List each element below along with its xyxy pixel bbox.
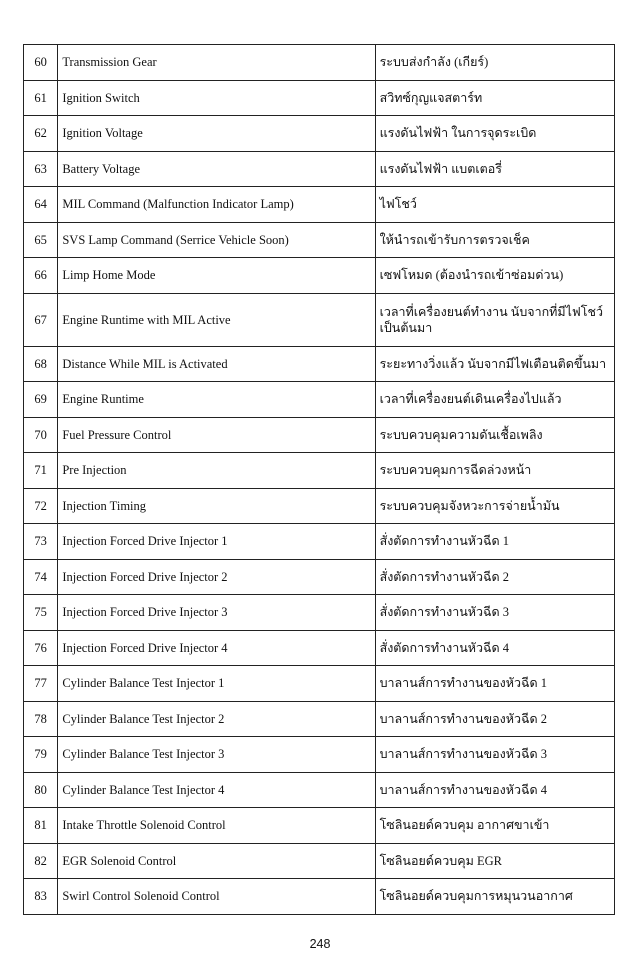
table-row (24, 524, 615, 560)
table-row (24, 630, 615, 666)
parameter-english: Cylinder Balance Test Injector 2 (58, 701, 375, 737)
row-number: 74 (24, 559, 58, 595)
table-row (24, 808, 615, 844)
table-row (24, 666, 615, 702)
parameter-english: Engine Runtime with MIL Active (58, 293, 375, 346)
parameter-thai: เวลาที่เครื่องยนต์เดินเครื่องไปแล้ว (375, 382, 614, 418)
parameter-thai: สั่งตัดการทำงานหัวฉีด 2 (375, 559, 614, 595)
parameter-thai: ให้นำรถเข้ารับการตรวจเช็ค (375, 222, 614, 258)
row-number: 71 (24, 453, 58, 489)
row-number: 69 (24, 382, 58, 418)
parameter-english: Injection Forced Drive Injector 2 (58, 559, 375, 595)
parameter-english: Distance While MIL is Activated (58, 346, 375, 382)
row-number: 61 (24, 80, 58, 116)
table-row (24, 701, 615, 737)
table-row (24, 293, 615, 346)
parameter-english: SVS Lamp Command (Serrice Vehicle Soon) (58, 222, 375, 258)
parameter-thai: บาลานส์การทำงานของหัวฉีด 1 (375, 666, 614, 702)
parameter-thai: สั่งตัดการทำงานหัวฉีด 3 (375, 595, 614, 631)
parameter-english: Limp Home Mode (58, 258, 375, 294)
table-row (24, 772, 615, 808)
parameter-thai: โซลินอยด์ควบคุม EGR (375, 843, 614, 879)
row-number: 82 (24, 843, 58, 879)
parameter-english: Swirl Control Solenoid Control (58, 879, 375, 915)
parameter-table (23, 44, 615, 915)
table-row (24, 80, 615, 116)
table-row (24, 222, 615, 258)
parameter-thai: ระบบควบคุมความดันเชื้อเพลิง (375, 417, 614, 453)
parameter-thai: ระยะทางวิ่งแล้ว นับจากมีไฟเตือนติดขึ้นมา (375, 346, 614, 382)
row-number: 62 (24, 116, 58, 152)
parameter-thai: ไฟโชว์ (375, 187, 614, 223)
table-row (24, 737, 615, 773)
table-row (24, 116, 615, 152)
parameter-english: Pre Injection (58, 453, 375, 489)
table-row (24, 417, 615, 453)
parameter-english: Injection Forced Drive Injector 1 (58, 524, 375, 560)
table-row (24, 488, 615, 524)
parameter-thai: บาลานส์การทำงานของหัวฉีด 2 (375, 701, 614, 737)
parameter-english: Intake Throttle Solenoid Control (58, 808, 375, 844)
parameter-english: Cylinder Balance Test Injector 1 (58, 666, 375, 702)
table-row (24, 45, 615, 81)
row-number: 70 (24, 417, 58, 453)
row-number: 81 (24, 808, 58, 844)
row-number: 75 (24, 595, 58, 631)
parameter-thai: แรงดันไฟฟ้า ในการจุดระเบิด (375, 116, 614, 152)
table-row (24, 453, 615, 489)
parameter-english: Ignition Switch (58, 80, 375, 116)
parameter-english: Injection Forced Drive Injector 3 (58, 595, 375, 631)
parameter-thai: ระบบส่งกำลัง (เกียร์) (375, 45, 614, 81)
parameter-english: Battery Voltage (58, 151, 375, 187)
parameter-thai: บาลานส์การทำงานของหัวฉีด 3 (375, 737, 614, 773)
row-number: 68 (24, 346, 58, 382)
table-row (24, 382, 615, 418)
row-number: 79 (24, 737, 58, 773)
row-number: 60 (24, 45, 58, 81)
parameter-english: MIL Command (Malfunction Indicator Lamp) (58, 187, 375, 223)
parameter-thai: โซลินอยด์ควบคุม อากาศขาเข้า (375, 808, 614, 844)
page-number: 248 (309, 937, 331, 951)
table-row (24, 151, 615, 187)
row-number: 77 (24, 666, 58, 702)
table-row (24, 187, 615, 223)
table-row (24, 559, 615, 595)
parameter-english: EGR Solenoid Control (58, 843, 375, 879)
row-number: 83 (24, 879, 58, 915)
parameter-thai: สวิทซ์กุญแจสตาร์ท (375, 80, 614, 116)
table-row (24, 346, 615, 382)
parameter-english: Injection Timing (58, 488, 375, 524)
row-number: 78 (24, 701, 58, 737)
row-number: 72 (24, 488, 58, 524)
row-number: 73 (24, 524, 58, 560)
row-number: 67 (24, 293, 58, 346)
parameter-english: Ignition Voltage (58, 116, 375, 152)
row-number: 76 (24, 630, 58, 666)
row-number: 66 (24, 258, 58, 294)
parameter-table-body (24, 45, 615, 915)
table-row (24, 595, 615, 631)
parameter-english: Transmission Gear (58, 45, 375, 81)
parameter-thai: เวลาที่เครื่องยนต์ทำงาน นับจากที่มีไฟโชว์เป็นต้นมา (375, 293, 614, 346)
table-row (24, 843, 615, 879)
parameter-thai: เซฟโหมด (ต้องนำรถเข้าซ่อมด่วน) (375, 258, 614, 294)
parameter-english: Injection Forced Drive Injector 4 (58, 630, 375, 666)
parameter-english: Cylinder Balance Test Injector 3 (58, 737, 375, 773)
row-number: 63 (24, 151, 58, 187)
parameter-thai: ระบบควบคุมจังหวะการจ่ายน้ำมัน (375, 488, 614, 524)
parameter-thai: แรงดันไฟฟ้า แบตเตอรี่ (375, 151, 614, 187)
parameter-table-container (23, 44, 615, 915)
row-number: 65 (24, 222, 58, 258)
parameter-english: Engine Runtime (58, 382, 375, 418)
parameter-thai: โซลินอยด์ควบคุมการหมุนวนอากาศ (375, 879, 614, 915)
parameter-thai: สั่งตัดการทำงานหัวฉีด 4 (375, 630, 614, 666)
parameter-thai: สั่งตัดการทำงานหัวฉีด 1 (375, 524, 614, 560)
table-row (24, 258, 615, 294)
parameter-thai: ระบบควบคุมการฉีดล่วงหน้า (375, 453, 614, 489)
parameter-thai: บาลานส์การทำงานของหัวฉีด 4 (375, 772, 614, 808)
table-row (24, 879, 615, 915)
row-number: 80 (24, 772, 58, 808)
parameter-english: Cylinder Balance Test Injector 4 (58, 772, 375, 808)
parameter-english: Fuel Pressure Control (58, 417, 375, 453)
row-number: 64 (24, 187, 58, 223)
